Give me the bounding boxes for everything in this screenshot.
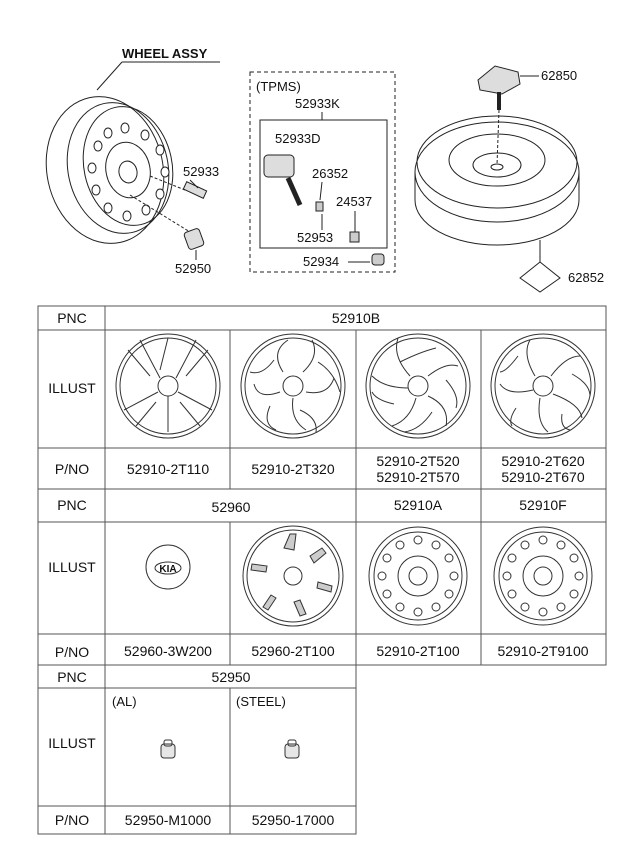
part-number: 52960-3W200 xyxy=(124,643,212,659)
part-number: 52910-2T110 xyxy=(126,461,210,477)
row-label-pnc-1: PNC xyxy=(57,310,87,326)
row-label-illust-2: ILLUST xyxy=(48,559,96,575)
pnc-value-52960: 52960 xyxy=(211,499,251,515)
pnc-value-52950: 52950 xyxy=(211,669,251,685)
part-number: 52910-2T520 xyxy=(376,453,460,469)
part-number: 52910-2T670 xyxy=(501,469,585,485)
callout-52950: 52950 xyxy=(175,261,212,276)
pnc-value-52910F: 52910F xyxy=(519,497,567,513)
spare-tire-illustration xyxy=(415,66,604,292)
parts-table xyxy=(38,306,606,834)
callout-52933D: 52933D xyxy=(275,131,321,146)
row-label-pnc-2: PNC xyxy=(57,497,87,513)
sub-label-steel: (STEEL) xyxy=(236,694,286,709)
callout-52933: 52933 xyxy=(183,164,220,179)
row-label-illust-3: ILLUST xyxy=(48,735,96,751)
lug-nut-steel-illust xyxy=(285,740,299,758)
alloy-wheel-illust-2 xyxy=(241,334,345,438)
row-label-pnc-3: PNC xyxy=(57,669,87,685)
alloy-wheel-illust-1 xyxy=(116,334,220,438)
kia-emblem-illust xyxy=(146,545,190,589)
part-number: 52910-2T100 xyxy=(376,643,460,659)
row-label-pno-1: P/NO xyxy=(54,461,90,477)
part-number: 52910-2T320 xyxy=(251,461,335,477)
tpms-label: (TPMS) xyxy=(256,79,301,94)
callout-62850: 62850 xyxy=(541,68,578,83)
alloy-wheel-illust-4 xyxy=(491,334,595,438)
part-number: 52960-2T100 xyxy=(251,643,335,659)
callout-26352: 26352 xyxy=(312,166,349,181)
row-label-pno-2: P/NO xyxy=(54,644,90,660)
kia-emblem-text: KIA xyxy=(159,564,177,575)
row-label-illust-1: ILLUST xyxy=(48,380,96,396)
sub-label-al: (AL) xyxy=(112,694,137,709)
steel-wheel-illust-1 xyxy=(369,527,467,625)
wheel-assy-illustration xyxy=(33,46,220,276)
steel-wheel-illust-2 xyxy=(494,527,592,625)
tpms-group xyxy=(250,72,395,272)
row-label-pno-3: P/NO xyxy=(54,812,90,828)
alloy-wheel-illust-3 xyxy=(366,334,470,438)
part-number: 52910-2T9100 xyxy=(497,643,589,659)
part-number: 52950-M1000 xyxy=(124,812,212,828)
wheel-cover-illust xyxy=(243,526,343,626)
pnc-value-52910A: 52910A xyxy=(393,497,443,513)
pnc-value-52910B: 52910B xyxy=(331,310,381,326)
lug-nut-al-illust xyxy=(161,740,175,758)
callout-52934: 52934 xyxy=(303,254,340,269)
callout-52933K: 52933K xyxy=(295,96,340,111)
wheel-assy-label: WHEEL ASSY xyxy=(122,46,208,61)
part-number: 52910-2T570 xyxy=(376,469,460,485)
callout-62852: 62852 xyxy=(568,270,605,285)
part-number: 52910-2T620 xyxy=(501,453,585,469)
callout-52953: 52953 xyxy=(297,230,334,245)
callout-24537: 24537 xyxy=(336,194,373,209)
part-number: 52950-17000 xyxy=(251,812,335,828)
